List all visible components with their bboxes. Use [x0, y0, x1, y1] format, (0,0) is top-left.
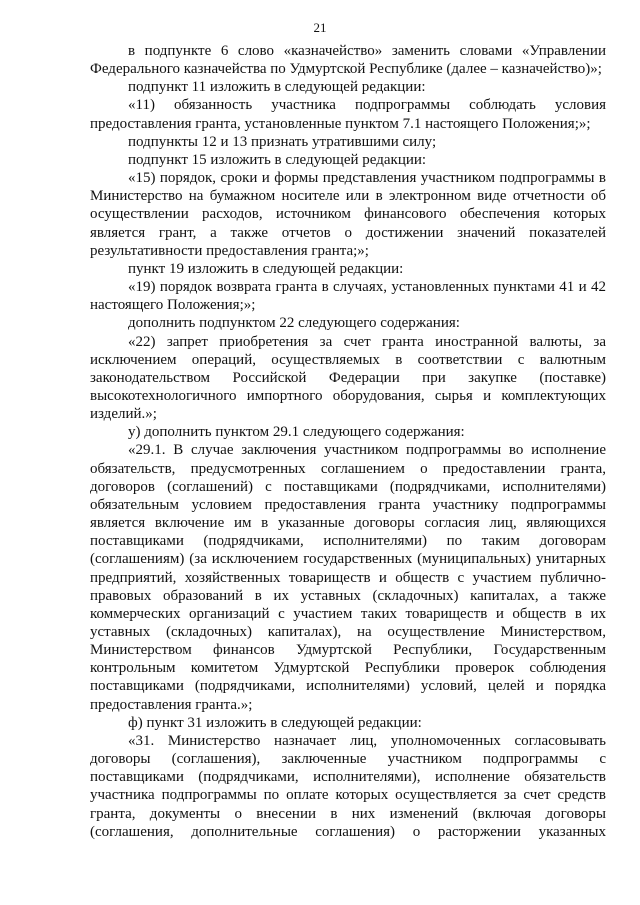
paragraph-subpoint-11-text: «11) обязанность участника подпрограммы соблюдать условия предоставления гранта, установленные пунктом 7.1 настоящего Положения;»; [90, 97, 606, 132]
document-body [90, 42, 606, 841]
paragraph-subpoint-15-text: «15) порядок, сроки и формы представления участником подпрограммы в Министерство на бумажном носителе или в электронном виде отчетности об осуществлении расходов, источником финансового обеспечения которых является грант, а также отчетов о достижении значений показателей результативности предоставления гранта;»; [90, 170, 606, 259]
paragraph-subpoint-15-intro: подпункт 15 изложить в следующей редакции: [128, 151, 427, 168]
paragraph-point-29-1-intro: у) дополнить пунктом 29.1 следующего содержания: [128, 424, 465, 441]
paragraph-subpoint-22-text: «22) запрет приобретения за счет гранта иностранной валюты, за исключением операций, осуществляемых в соответствии с валютным законодательством Российской Федерации при закупке (поставке) высокотехнологичного импортного оборудования, сырья и комплектующих изделий.»; [90, 333, 606, 423]
paragraph-subpoint-22-intro: дополнить подпунктом 22 следующего содержания: [128, 315, 460, 332]
paragraph-subpoint-19-text: «19) порядок возврата гранта в случаях, установленных пунктами 41 и 42 настоящего Положения;»; [90, 279, 606, 314]
paragraph-point-29-1-text: «29.1. В случае заключения участником подпрограммы во исполнение обязательств, предусмотренных соглашением о предоставлении гранта, договоров (соглашений) с поставщиками (подрядчиками, исполнителями) обязательным условием предоставления гранта участнику подпрограммы является включение им в указанные договоры согласия лиц, являющихся поставщиками (подрядчиками, исполнителями) по таким договорам (соглашениям) (за исключением государственных (муниципальных) унитарных предприятий, хозяйственных товариществ и обществ с участием публично-правовых образований в их уставных (складочных) капиталах, а также коммерческих организаций с участием таких товариществ и обществ в их уставных (складочных) капиталах), на осуществление Министерством, Министерством финансов Удмуртской Республики, Государственным контрольным комитетом Удмуртской Республики проверок соблюдения поставщиками (подрядчиками, исполнителями) условий, целей и порядка предоставления гранта.»; [90, 442, 606, 713]
paragraph-subpoint-6-amendment: в подпункте 6 слово «казначейство» заменить словами «Управлении Федерального казначейства по Удмуртской Республике (далее – казначейство)»; [90, 43, 606, 78]
paragraph-point-19-intro: пункт 19 изложить в следующей редакции: [128, 260, 404, 277]
paragraph-subpoint-11-intro: подпункт 11 изложить в следующей редакции: [128, 79, 426, 96]
paragraph-point-31-intro: ф) пункт 31 изложить в следующей редакции: [128, 714, 422, 731]
paragraph-subpoints-12-13-repeal: подпункты 12 и 13 признать утратившими силу; [128, 133, 437, 150]
paragraph-point-31-text: «31. Министерство назначает лиц, уполномоченных согласовывать договоры (соглашения), заключенные участником подпрограммы с поставщиками (подрядчиками, исполнителями), исполнение обязательств участника подпрограммы по оплате которых осуществляется за счет средств гранта, документы о внесении в них изменений (включая договоры (соглашения, дополнительные соглашения) о расторжении указанных [90, 732, 606, 840]
page-number: 21 [313, 20, 327, 35]
